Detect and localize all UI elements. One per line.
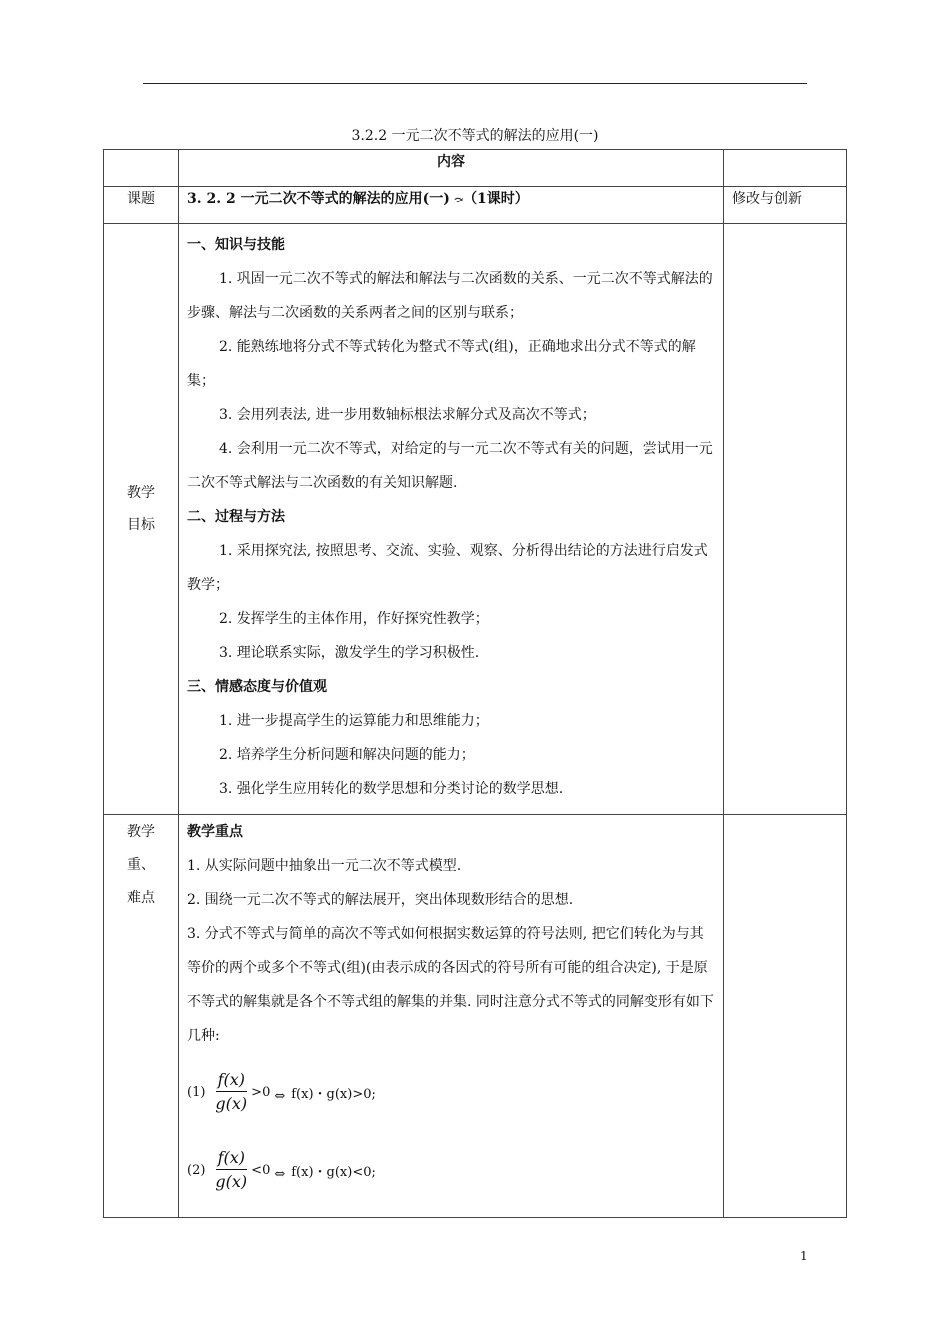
header-empty-cell [104, 150, 179, 187]
fraction-numerator: f(x) [216, 1069, 247, 1092]
fraction-denominator: g(x) [215, 1093, 248, 1113]
goals-label-line1: 教学 [127, 485, 155, 501]
topic-right-label: 修改与创新 [724, 187, 847, 224]
keypoint-item: 3. 分式不等式与简单的高次不等式如何根据实数运算的符号法则, 把它们转化为与其等价的两个或多个不等式(组)(由表示成的各因式的符号所有可能的组合决定), 于是原不等式的解集就是各个不等式组的解集的并集. 同时注意分式不等式的同解变形有如下几种: [187, 926, 714, 1044]
keypoints-label-line2: 重、 [127, 857, 155, 873]
formula-relation: >0 [251, 1084, 271, 1100]
formula-1 [187, 1053, 715, 1131]
keypoint-item: 1. 从实际问题中抽象出一元二次不等式模型. [187, 858, 462, 874]
equivalence-icon: ⇔ [274, 1166, 286, 1182]
fraction-denominator: g(x) [215, 1171, 248, 1191]
keypoints-label-line3: 难点 [127, 890, 155, 906]
formula-index: (1) [187, 1084, 206, 1100]
goals-row [104, 224, 847, 815]
goals-content-cell [179, 224, 724, 815]
goals-label-cell [104, 224, 179, 815]
page-number: 1 [800, 1249, 808, 1263]
fraction [215, 1147, 247, 1194]
fraction [215, 1069, 247, 1116]
goal-item: 4. 会利用一元二次不等式，对给定的与一元二次不等式有关的问题，尝试用一元二次不等式解法与二次函数的有关知识解题. [187, 441, 713, 491]
formula-2 [187, 1131, 715, 1209]
lesson-plan-table [103, 149, 847, 1218]
goals-label-line2: 目标 [127, 517, 155, 533]
topic-title-cell [179, 187, 724, 224]
keypoints-row [104, 815, 847, 1218]
header-rule [143, 83, 807, 84]
topic-row [104, 187, 847, 224]
document-title: 3.2.2 一元二次不等式的解法的应用(一) [351, 128, 599, 144]
keypoints-title: 教学重点 [187, 824, 243, 840]
goal-item: 3. 理论联系实际，激发学生的学习积极性. [219, 645, 480, 661]
formula-rhs: f(x)・g(x)<0; [291, 1164, 376, 1180]
topic-period: （1课时） [463, 191, 529, 207]
goal-item: 1. 采用探究法, 按照思考、交流、实验、观察、分析得出结论的方法进行启发式教学； [187, 543, 708, 593]
table-header-row [104, 150, 847, 187]
goal-item: 3. 强化学生应用转化的数学思想和分类讨论的数学思想. [219, 781, 564, 797]
formula-rhs: f(x)・g(x)>0; [291, 1086, 376, 1102]
goals-right-cell [724, 224, 847, 815]
equivalence-icon: ⇔ [274, 1088, 286, 1104]
section-title-process: 二、过程与方法 [187, 509, 285, 525]
goal-item: 3. 会用列表法, 进一步用数轴标根法求解分式及高次不等式； [219, 407, 596, 423]
formula-index: (2) [187, 1162, 206, 1178]
keypoints-right-cell [724, 815, 847, 1218]
goal-item: 1. 巩固一元二次不等式的解法和解法与二次函数的关系、一元二次不等式解法的步骤、解法与二次函数的关系两者之间的区别与联系； [187, 271, 713, 321]
topic-title: 3. 2. 2 一元二次不等式的解法的应用(一) [187, 191, 450, 207]
header-content-cell: 内容 [179, 150, 724, 187]
keypoints-label [105, 816, 177, 915]
keypoint-item: 2. 围绕一元二次不等式的解法展开，突出体现数形结合的思想. [187, 892, 574, 908]
fraction-numerator: f(x) [216, 1147, 247, 1170]
section-title-knowledge: 一、知识与技能 [187, 237, 285, 253]
goal-item: 2. 能熟练地将分式不等式转化为整式不等式(组)，正确地求出分式不等式的解集； [187, 339, 696, 389]
goals-label [105, 225, 177, 541]
keypoints-content-cell [179, 815, 724, 1218]
edit-mark-icon: ⤼ [453, 193, 464, 206]
header-right-cell [724, 150, 847, 187]
goal-item: 2. 培养学生分析问题和解决问题的能力； [219, 747, 475, 763]
topic-label: 课题 [104, 187, 179, 224]
formula-relation: <0 [251, 1162, 271, 1178]
section-title-attitude: 三、情感态度与价值观 [187, 679, 327, 695]
keypoints-label-cell [104, 815, 179, 1218]
goal-item: 2. 发挥学生的主体作用，作好探究性教学； [219, 611, 489, 627]
keypoints-label-line1: 教学 [127, 824, 155, 840]
goal-item: 1. 进一步提高学生的运算能力和思维能力； [219, 713, 489, 729]
